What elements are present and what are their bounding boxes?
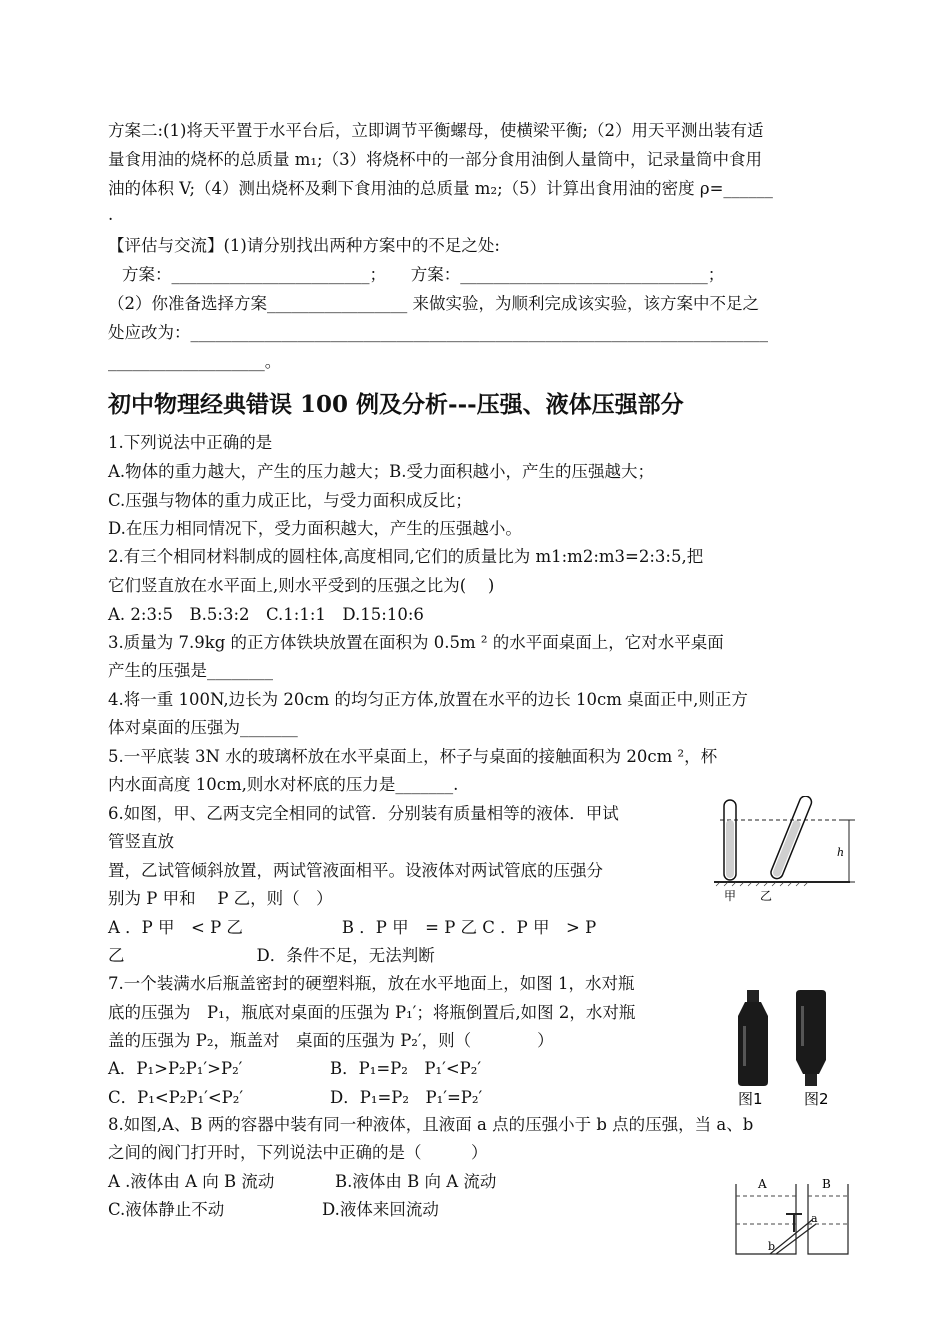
fig-label-jia: 甲 (724, 889, 737, 903)
q7-line1: 7.一个装满水后瓶盖密封的硬塑料瓶，放在水平地面上，如图 1，水对瓶 (108, 974, 635, 993)
q7-option-a: A．P₁>P₂P₁′>P₂′ (108, 1059, 243, 1078)
q3-line2: 产生的压强是________ (108, 661, 273, 680)
evaluation-heading: 【评估与交流】(1)请分别找出两种方案中的不足之处: (108, 236, 500, 255)
q7-line3: 盖的压强为 P₂，瓶盖对 桌面的压强为 P₂′，则（ ） (108, 1031, 554, 1050)
fig1-caption: 图1 (738, 1090, 763, 1108)
fig-label-b: b (768, 1240, 776, 1253)
evaluation-line4: 处应改为：______________________________________________________________________ (108, 323, 768, 342)
q3-line1: 3.质量为 7.9kg 的正方体铁块放置在面积为 0.5m ² 的水平面桌面上，它对水平桌面 (108, 633, 724, 652)
q1-option-c: C.压强与物体的重力成正比，与受力面积成反比； (108, 491, 472, 510)
q2-line2: 它们竖直放在水平面上,则水平受到的压强之比为( ) (108, 576, 495, 595)
q6-line6: 乙 D．条件不足，无法判断 (108, 946, 435, 965)
bottle-1-icon (738, 990, 768, 1086)
q4-line1: 4.将一重 100N,边长为 20cm 的均匀正方体,放置在水平的边长 10cm 桌面正中,则正方 (108, 690, 748, 709)
fig-label-A: A (758, 1177, 767, 1191)
test-tubes-figure (712, 796, 862, 906)
method2-line2: 量食用油的烧杯的总质量 m₁;（3）将烧杯中的一部分食用油倒人量筒中，记录量筒中食用 (108, 150, 763, 169)
bottles-figure (728, 986, 848, 1108)
q2-line1: 2.有三个相同材料制成的圆柱体,高度相同,它们的质量比为 m1:m2:m3=2:3:5,把 (108, 547, 704, 566)
fig-label-B: B (822, 1177, 831, 1191)
q5-line1: 5.一平底装 3N 水的玻璃杯放在水平桌面上，杯子与桌面的接触面积为 20cm ²，杯 (108, 747, 718, 766)
q4-line2: 体对桌面的压强为_______ (108, 718, 298, 737)
evaluation-line5: ___________________。 (108, 352, 282, 371)
q1-options-ab: A.物体的重力越大，产生的压力越大；B.受力面积越小，产生的压强越大； (108, 462, 655, 481)
fig2-caption: 图2 (804, 1090, 829, 1108)
q1-stem: 1.下列说法中正确的是 (108, 433, 273, 452)
fig-label-a: a (811, 1212, 818, 1225)
fig-label-yi: 乙 (760, 889, 773, 903)
q6-line2: 管竖直放 (108, 832, 174, 851)
q7-option-d: D．P₁=P₂ P₁′=P₂′ (330, 1088, 483, 1107)
q7-line2: 底的压强为 P₁，瓶底对桌面的压强为 P₁′；将瓶倒置后,如图 2，水对瓶 (108, 1003, 636, 1022)
q8-line1: 8.如图,A、B 两的容器中装有同一种液体，且液面 a 点的压强小于 b 点的压强，当 a、b (108, 1115, 754, 1134)
q7-option-c: C．P₁<P₂P₁′<P₂′ (108, 1088, 244, 1107)
q8-option-c: C.液体静止不动 (108, 1200, 225, 1219)
method2-line3: 油的体积 V;（4）测出烧杯及剩下食用油的总质量 m₂;（5）计算出食用油的密度 ρ=______ (108, 179, 773, 198)
section-title: 初中物理经典错误 100 例及分析---压强、液体压强部分 (108, 391, 684, 418)
evaluation-line2: 方案：________________________； 方案：______________________________； (122, 265, 725, 284)
q6-line3: 置，乙试管倾斜放置，两试管液面相平。设液体对两试管底的压强分 (108, 861, 603, 880)
q8-option-b: B.液体由 B 向 A 流动 (335, 1172, 497, 1191)
fig-label-h: h (837, 846, 845, 859)
evaluation-line3: （2）你准备选择方案_________________ 来做实验，为顺利完成该实验，该方案中不足之 (108, 294, 759, 313)
q1-option-d: D.在压力相同情况下，受力面积越大，产生的压强越小。 (108, 519, 522, 538)
bottle-2-icon (796, 990, 826, 1086)
q7-option-b: B．P₁=P₂ P₁′<P₂′ (330, 1059, 482, 1078)
q8-option-d: D.液体来回流动 (322, 1200, 439, 1219)
q6-line4: 别为 P 甲和 P 乙，则（ ） (108, 889, 333, 908)
q6-line1: 6.如图，甲、乙两支完全相同的试管．分别装有质量相等的液体．甲试 (108, 804, 619, 823)
q2-options: A. 2:3:5 B.5:3:2 C.1:1:1 D.15:10:6 (108, 605, 424, 624)
method2-line4: . (108, 205, 114, 224)
method2-line1: 方案二:(1)将天平置于水平台后，立即调节平衡螺母，使横梁平衡;（2）用天平测出装有适 (108, 121, 764, 140)
q6-line5: A ．P 甲 < P 乙 B ．P 甲 = P 乙 C ．P 甲 > P (108, 918, 597, 937)
q8-line2: 之间的阀门打开时，下列说法中正确的是（ ） (108, 1143, 488, 1162)
q8-option-a: A .液体由 A 向 B 流动 (108, 1172, 275, 1191)
q5-line2: 内水面高度 10cm,则水对杯底的压力是_______. (108, 775, 459, 794)
containers-figure (730, 1174, 855, 1262)
